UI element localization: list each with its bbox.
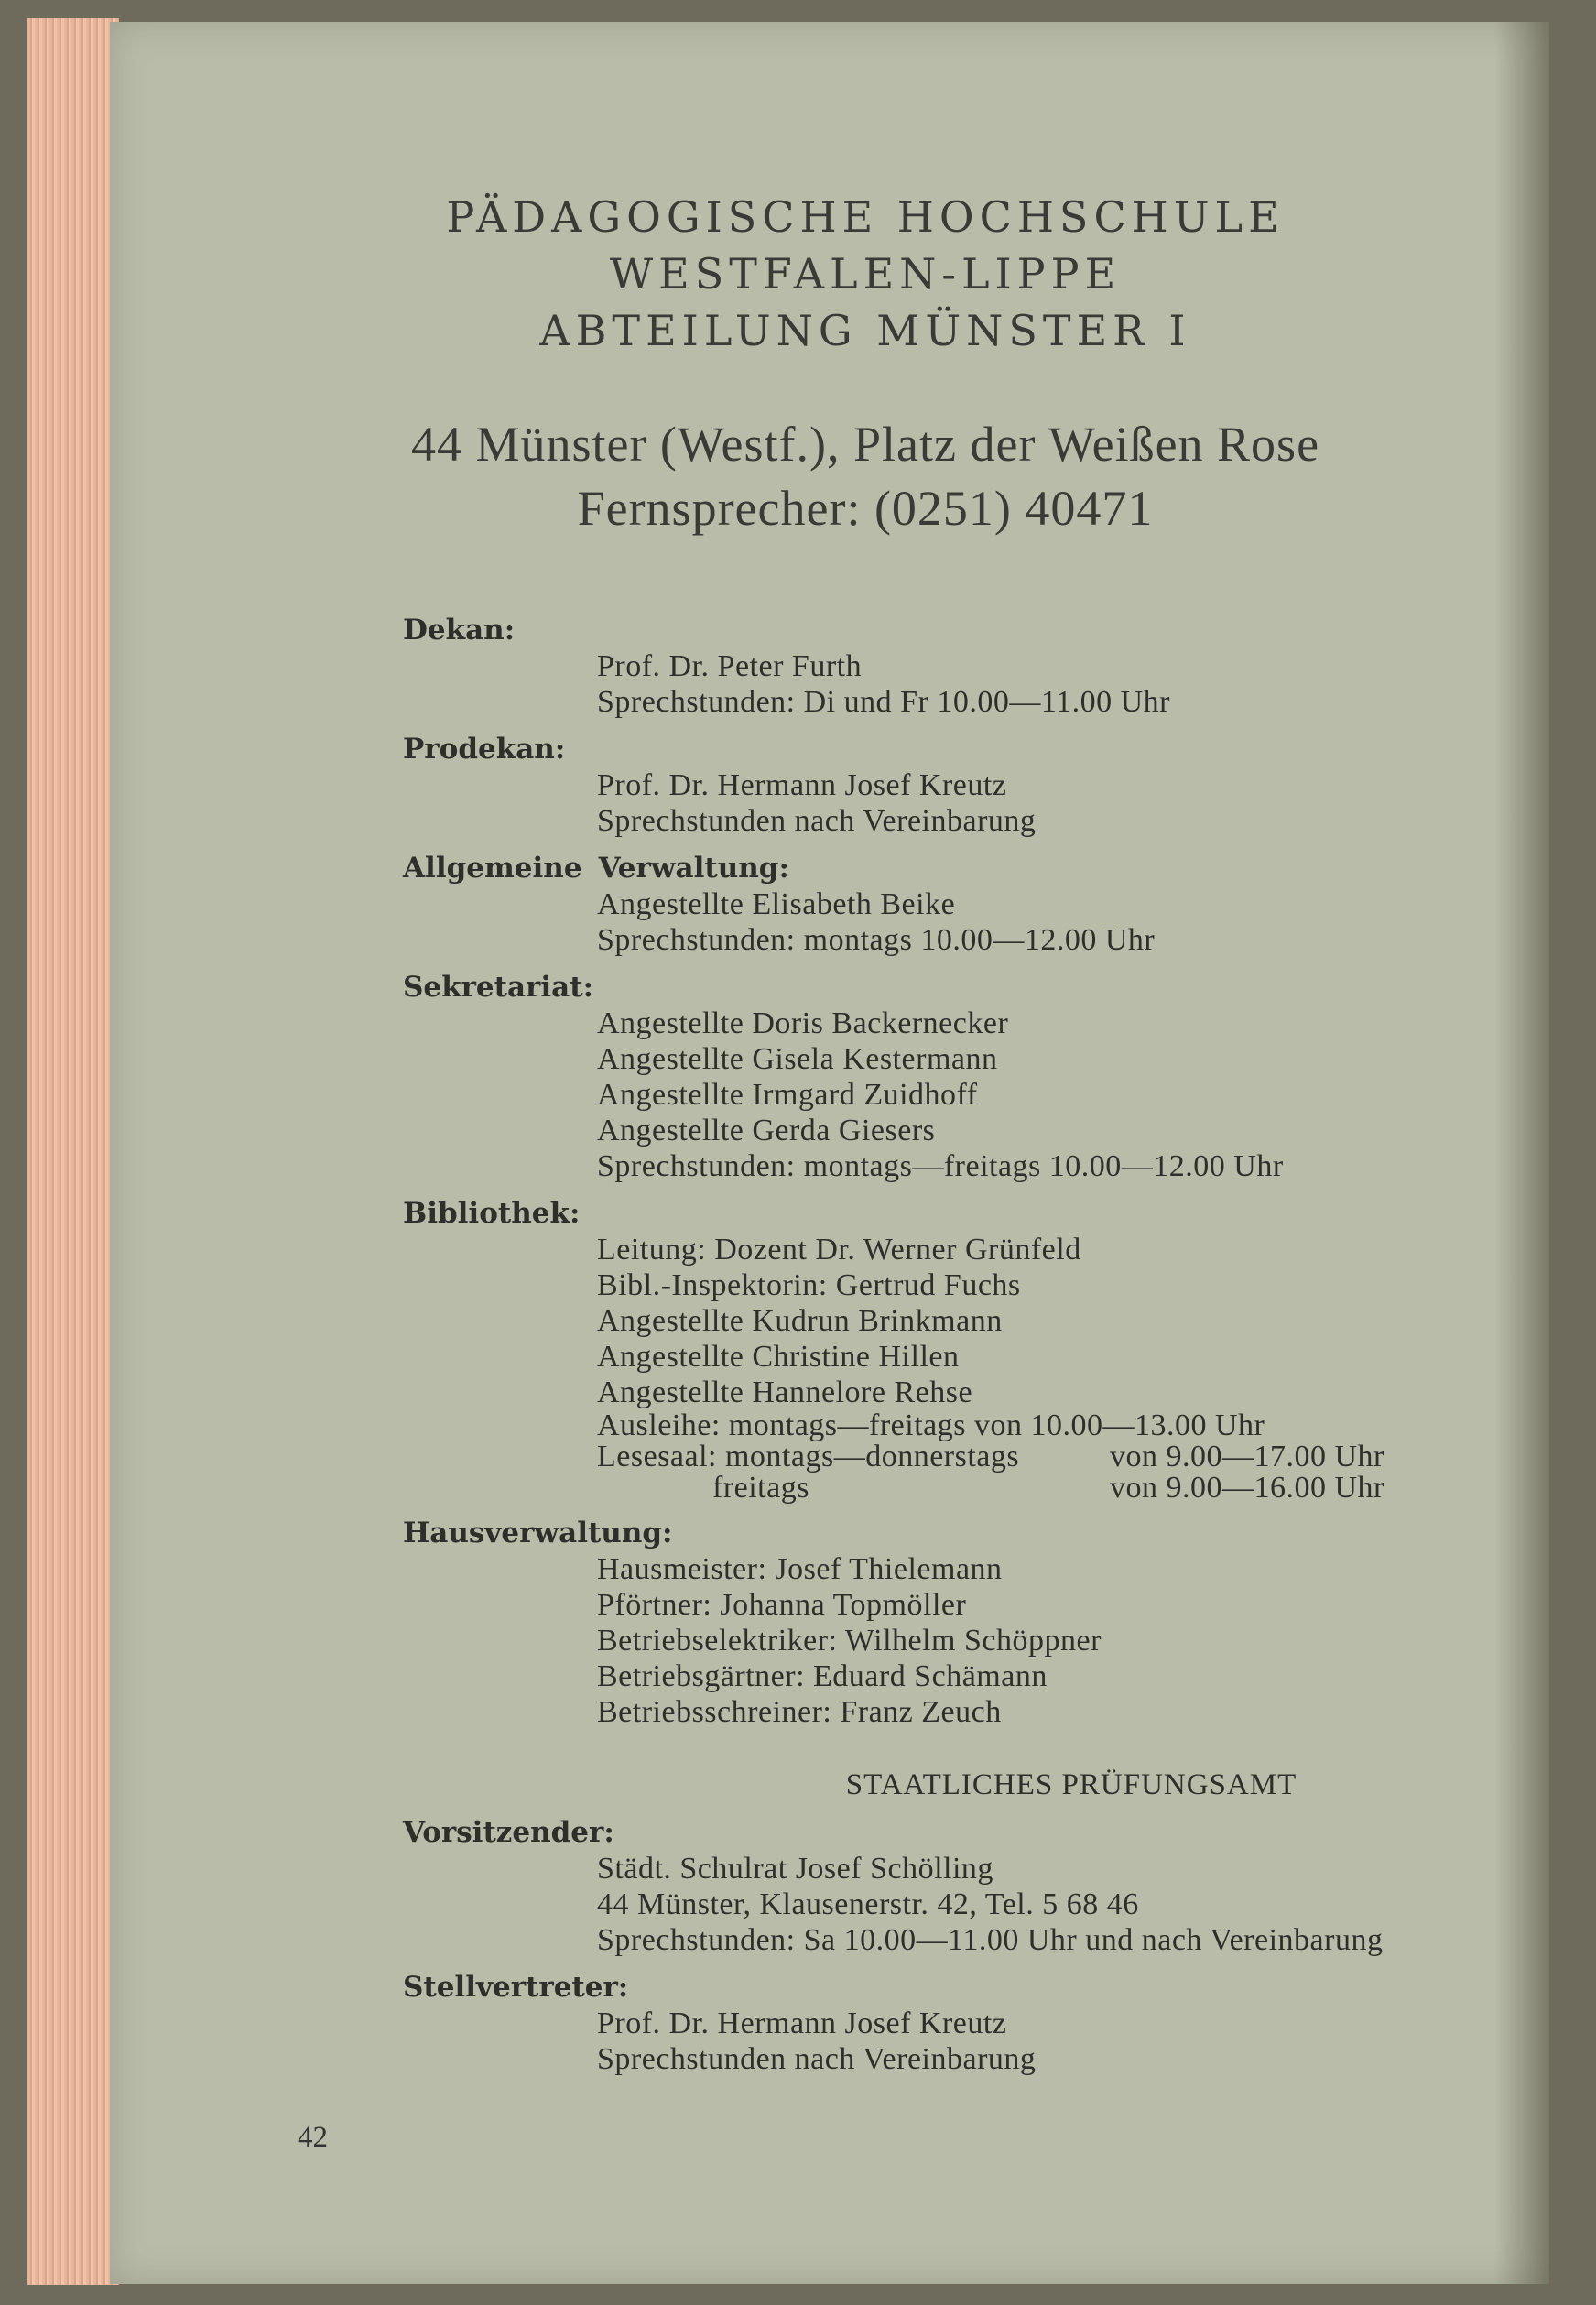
title-block bbox=[110, 189, 1596, 540]
entry-line: Prof. Dr. Hermann Josef Kreutz bbox=[597, 768, 1007, 802]
page-edge bbox=[27, 18, 119, 2285]
sekretariat-entries bbox=[597, 1006, 1596, 1184]
entry-line: Bibl.-Inspektorin: Gertrud Fuchs bbox=[597, 1268, 1021, 1302]
entry-line: Sprechstunden: Sa 10.00—11.00 Uhr und nach Vereinbarung bbox=[597, 1923, 1384, 1957]
entry-line: Angestellte Doris Backernecker bbox=[597, 1006, 1009, 1040]
dekan-entries bbox=[597, 648, 1596, 720]
freitags-row bbox=[597, 1473, 1596, 1504]
sekretariat-label: Sekretariat: bbox=[403, 971, 594, 1004]
verwaltung-label-2: Verwaltung: bbox=[598, 852, 789, 885]
address: 44 Münster (Westf.), Platz der Weißen Rose bbox=[410, 417, 1320, 472]
dekan-label: Dekan: bbox=[403, 614, 516, 647]
verwaltung-entries bbox=[597, 886, 1596, 958]
entry-line: Prof. Dr. Hermann Josef Kreutz bbox=[597, 2006, 1007, 2040]
lesesaal-row bbox=[597, 1441, 1596, 1473]
entry-line: Betriebselektriker: Wilhelm Schöppner bbox=[597, 1624, 1102, 1658]
title-line-1: PÄDAGOGISCHE HOCHSCHULE bbox=[446, 192, 1285, 242]
entry-line: Sprechstunden: montags 10.00—12.00 Uhr bbox=[597, 923, 1156, 957]
book-page bbox=[110, 22, 1549, 2284]
entry-line: Leitung: Dozent Dr. Werner Grünfeld bbox=[597, 1233, 1081, 1267]
entry-line: Sprechstunden: montags—freitags 10.00—12.00 Uhr bbox=[597, 1149, 1284, 1183]
directory-content bbox=[403, 601, 1596, 2077]
freitags-days: freitags bbox=[597, 1471, 809, 1505]
bibliothek-entries bbox=[597, 1232, 1596, 1504]
entry-line: Prof. Dr. Peter Furth bbox=[597, 649, 863, 683]
verwaltung-label: Allgemeine bbox=[403, 852, 582, 885]
entry-line: Angestellte Gerda Giesers bbox=[597, 1114, 936, 1147]
entry-line: Sprechstunden: Di und Fr 10.00—11.00 Uhr bbox=[597, 685, 1170, 719]
entry-line: Städt. Schulrat Josef Schölling bbox=[597, 1852, 993, 1886]
lesesaal-days: Lesesaal: montags—donnerstags bbox=[597, 1440, 1020, 1473]
entry-line: Sprechstunden nach Vereinbarung bbox=[597, 804, 1037, 838]
title-line-3: ABTEILUNG MÜNSTER I bbox=[539, 306, 1191, 355]
bibliothek-label: Bibliothek: bbox=[403, 1197, 581, 1230]
vorsitzender-entries bbox=[597, 1851, 1596, 1958]
stellvertreter-label: Stellvertreter: bbox=[403, 1971, 629, 2004]
entry-line: Angestellte Irmgard Zuidhoff bbox=[597, 1078, 978, 1112]
phone: Fernsprecher: (0251) 40471 bbox=[577, 481, 1154, 536]
page-number: 42 bbox=[298, 2121, 328, 2154]
entry-line: Angestellte Elisabeth Beike bbox=[597, 887, 956, 921]
title-line-2: WESTFALEN-LIPPE bbox=[609, 249, 1122, 299]
entry-line: Betriebsschreiner: Franz Zeuch bbox=[597, 1695, 1002, 1729]
vorsitzender-label: Vorsitzender: bbox=[403, 1816, 614, 1849]
prodekan-label: Prodekan: bbox=[403, 733, 566, 766]
entry-line: Sprechstunden nach Vereinbarung bbox=[597, 2042, 1037, 2076]
pruefungsamt-heading: STAATLICHES PRÜFUNGSAMT bbox=[845, 1768, 1297, 1801]
entry-line: Angestellte Christine Hillen bbox=[597, 1340, 960, 1374]
hausverwaltung-label: Hausverwaltung: bbox=[403, 1517, 673, 1549]
stellvertreter-entries bbox=[597, 2006, 1596, 2077]
hausverwaltung-entries bbox=[597, 1551, 1596, 1730]
entry-line: Betriebsgärtner: Eduard Schämann bbox=[597, 1659, 1048, 1693]
prodekan-entries bbox=[597, 767, 1596, 839]
entry-line: Hausmeister: Josef Thielemann bbox=[597, 1552, 1003, 1586]
entry-line: 44 Münster, Klausenerstr. 42, Tel. 5 68 46 bbox=[597, 1887, 1139, 1921]
freitags-hours: von 9.00—16.00 Uhr bbox=[1110, 1471, 1384, 1505]
entry-line: Pförtner: Johanna Topmöller bbox=[597, 1588, 967, 1622]
verwaltung-heading bbox=[403, 850, 1596, 886]
lesesaal-hours: von 9.00—17.00 Uhr bbox=[1110, 1440, 1384, 1473]
entry-line: Angestellte Hannelore Rehse bbox=[597, 1375, 973, 1409]
entry-line: Angestellte Kudrun Brinkmann bbox=[597, 1304, 1003, 1338]
entry-line: Ausleihe: montags—freitags von 10.00—13.00 Uhr bbox=[597, 1408, 1265, 1442]
entry-line: Angestellte Gisela Kestermann bbox=[597, 1042, 998, 1076]
